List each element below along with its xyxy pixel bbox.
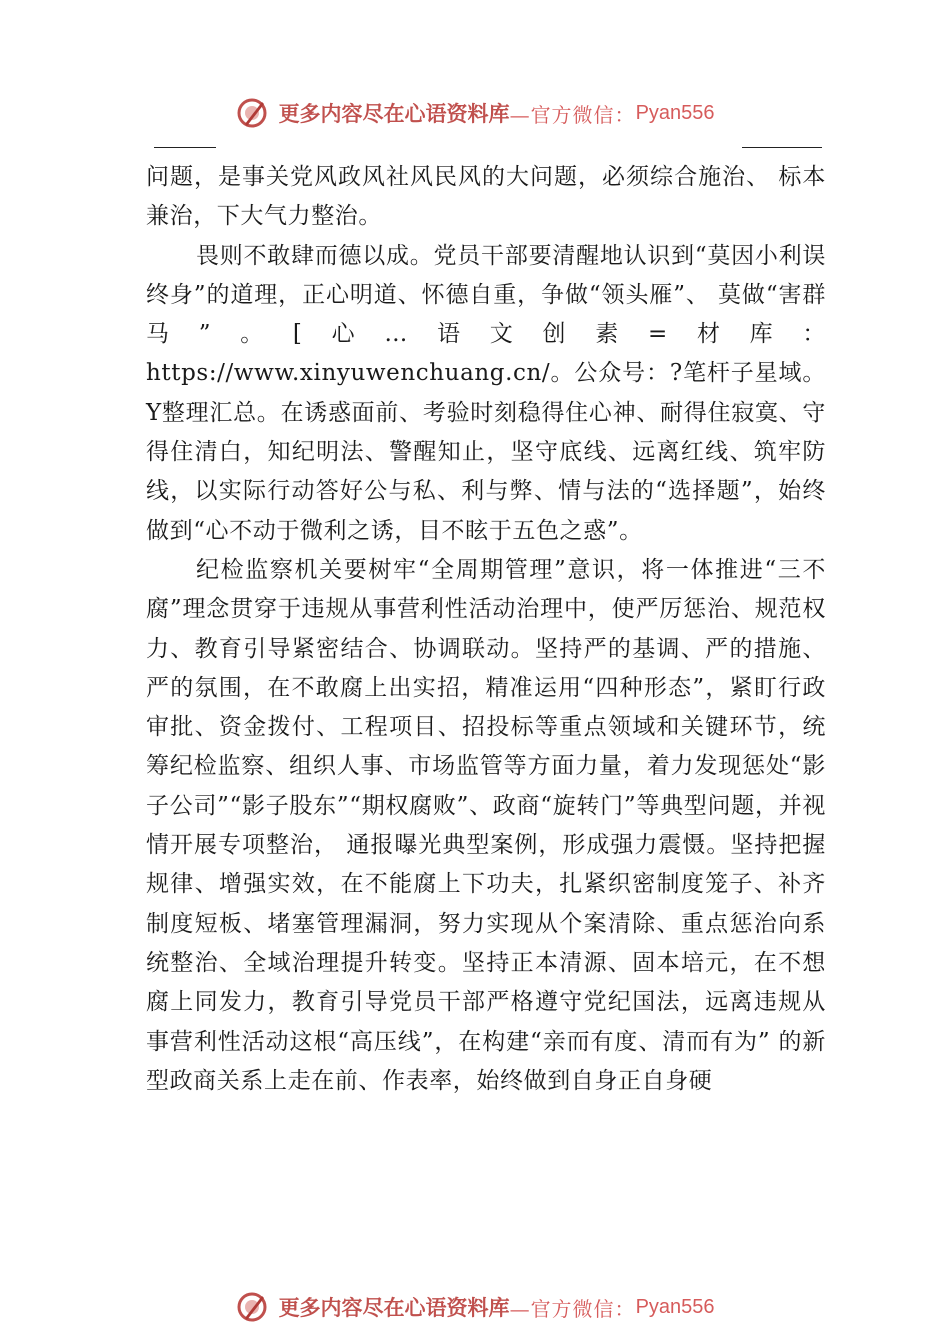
document-body (146, 158, 826, 1101)
pen-logo-icon (235, 1290, 269, 1324)
header-text-id: Pyan556 (635, 101, 715, 124)
footer-text-id: Pyan556 (635, 1295, 715, 1318)
header-rule-left (154, 147, 216, 148)
header-banner (0, 96, 950, 130)
paragraph-3: 纪检监察机关要树牢“全周期管理”意识，将一体推进“三不腐”理念贯穿于违规从事营利性活动治理中，使严厉惩治、规范权力、教育引导紧密结合、协调联动。坚持严的基调、严的措施、严的氛围，在不敢腐上出实招，精准运用“四种形态”，紧盯行政审批、资金拨付、工程项目、招投标等重点领域和关键环节，统筹纪检监察、组织人事、市场监管等方面力量，着力发现惩处“影子公司”“影子股东”“期权腐败”、政商“旋转门”等典型问题，并视情开展专项整治， 通报曝光典型案例，形成强力震慑。坚持把握规律、增强实效，在不能腐上下功夫，扎紧织密制度笼子、补齐制度短板、堵塞管理漏洞，努力实现从个案清除、重点惩治向系统整治、全域治理提升转变。坚持正本清源、固本培元，在不想腐上同发力，教育引导党员干部严格遵守党纪国法，远离违规从事营利性活动这根“高压线”，在构建“亲而有度、清而有为” 的新型政商关系上走在前、作表率，始终做到自身正自身硬 (146, 556, 826, 1094)
header-text-wechat: —官方微信： (509, 102, 636, 127)
header-text-library: 更多内容尽在心语资料库 (278, 101, 510, 126)
footer-text-library: 更多内容尽在心语资料库 (278, 1295, 510, 1320)
header-rule-right (742, 147, 822, 148)
footer-banner (0, 1290, 950, 1324)
paragraph-2: 畏则不敢肆而德以成。党员干部要清醒地认识到“莫因小利误终身”的道理，正心明道、怀德自重，争做“领头雁”、 莫做“害群马”。[心…语文创素=材库：https://www.xinyuwenchuang.cn/。公众号：?笔杆子星域。Y整理汇总。在诱惑面前、考验时刻稳得住心神、耐得住寂寞、守得住清白，知纪明法、警醒知止，坚守底线、远离红线、筑牢防线，以实际行动答好公与私、利与弊、情与法的“选择题”，始终做到“心不动于微利之诱，目不眩于五色之惑”。 (146, 242, 826, 544)
paragraph-1: 问题，是事关党风政风社风民风的大问题，必须综合施治、 标本兼治，下大气力整治。 (146, 164, 826, 230)
footer-text-wechat: —官方微信： (509, 1296, 636, 1321)
pen-logo-icon (235, 96, 269, 130)
